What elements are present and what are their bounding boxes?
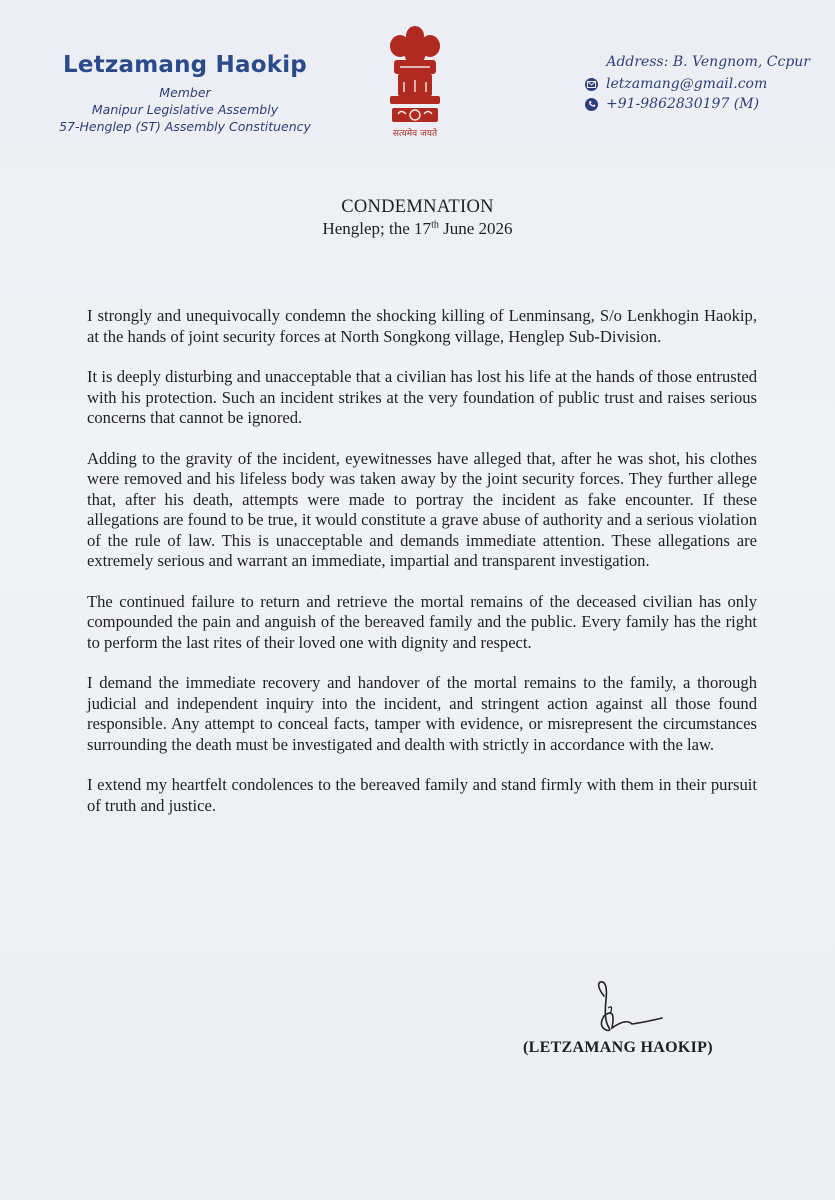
letterhead-right [565, 52, 815, 114]
constituency-name: 57-Henglep (ST) Assembly Constituency [59, 119, 311, 134]
address-line: Address: B. Vengnom, Ccpur [606, 54, 810, 70]
paragraph: I extend my heartfelt condolences to the bereaved family and stand firmly with them in their pursuit of truth and justice. [87, 775, 757, 815]
paragraph: The continued failure to return and retrieve the mortal remains of the deceased civilian has only compounded the pain and anguish of the bereaved family and the public. Every family has the right to perform the last rites of their loved one with dignity and respect. [87, 591, 757, 652]
ashoka-emblem-icon [380, 24, 450, 142]
document-date [0, 219, 835, 239]
assembly-name: Manipur Legislative Assembly [91, 102, 279, 117]
email-row [565, 74, 815, 94]
member-name: Letzamang Haokip [63, 52, 307, 78]
state-emblem [365, 24, 465, 154]
document-title: CONDEMNATION [341, 197, 494, 217]
document-heading [0, 197, 835, 239]
email-icon [585, 78, 598, 91]
signatory-name: (LETZAMANG HAOKIP) [523, 1039, 713, 1056]
emblem-motto: सत्यमेव जयते [392, 129, 438, 139]
member-role: Member [159, 85, 211, 100]
date-ordinal: th [431, 219, 439, 231]
email-address: letzamang@gmail.com [606, 76, 768, 92]
paragraph: It is deeply disturbing and unacceptable that a civilian has lost his life at the hands of those entrusted with his protection. Such an incident strikes at the very foundation of public trust and raises serious concerns that cannot be ignored. [87, 367, 757, 427]
date-rest: June 2026 [438, 219, 513, 238]
paragraph: Adding to the gravity of the incident, eyewitnesses have alleged that, after he was shot, his clothes were removed and his lifeless body was taken away by the joint security forces. They further allege that, after his death, attempts were made to portray the incident as fake encounter. If these allegations are found to be true, it would constitute a grave abuse of authority and a serious violation of the rule of law. This is unacceptable and demands immediate attention. These allegations are extremely serious and warrant an immediate, impartial and transparent investigation. [87, 448, 757, 570]
date-prefix: Henglep; the 17 [322, 219, 432, 238]
phone-icon [585, 98, 598, 111]
handwritten-signature [586, 978, 676, 1048]
phone-number: +91-9862830197 (M) [606, 96, 760, 112]
letterhead-left [40, 52, 330, 135]
phone-row [565, 94, 815, 114]
letter-body [87, 306, 757, 836]
paragraph: I strongly and unequivocally condemn the shocking killing of Lenminsang, S/o Lenkhogin Haokip, at the hands of joint security forces at North Songkong village, Henglep Sub-Division. [87, 306, 757, 346]
paragraph: I demand the immediate recovery and handover of the mortal remains to the family, a thorough judicial and independent inquiry into the incident, and stringent action against all those found responsible. Any attempt to conceal facts, tamper with evidence, or misrepresent the circumstances surrounding the death must be investigated and dealth with strictly in accordance with the law. [87, 673, 757, 754]
